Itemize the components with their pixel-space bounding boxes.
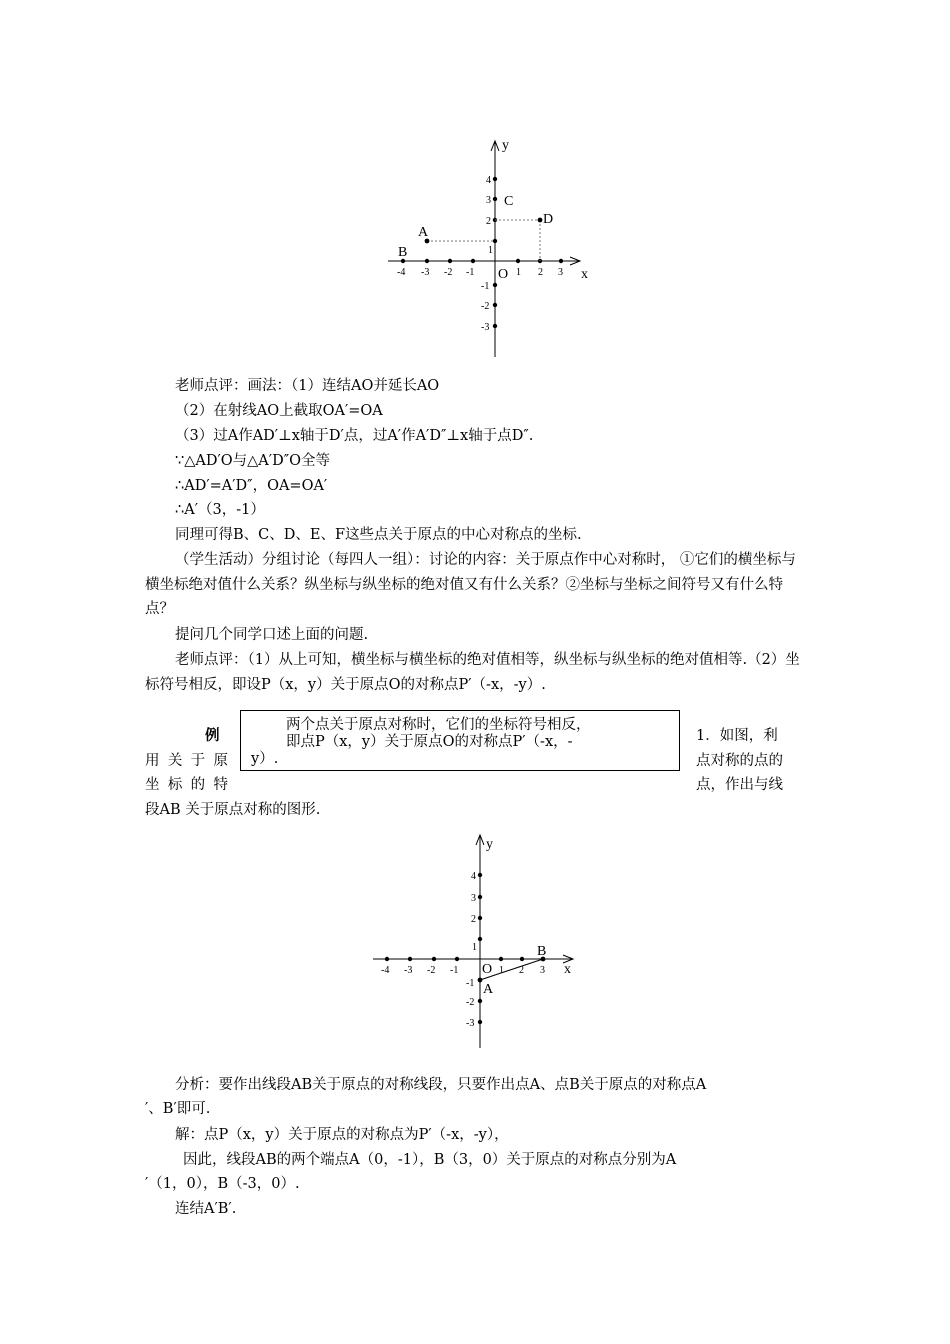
x-tick-dot	[499, 957, 503, 961]
solution-line-2: 因此，线段AB的两个端点A（0，-1），B（3，0）关于原点的对称点分别为A	[183, 1152, 677, 1168]
x-tick-label: 1	[516, 267, 521, 278]
x-axis-label: x	[581, 267, 588, 282]
y-tick-label: -3	[466, 1018, 475, 1029]
example-char: 特	[213, 777, 228, 793]
y-tick-dot	[478, 937, 482, 941]
y-tick-dot	[493, 303, 497, 307]
similar-statement: 同理可得B、C、D、E、F这些点关于原点的中心对称点的坐标.	[175, 527, 582, 543]
example-left-line-2	[145, 751, 228, 771]
example-head-right: 1．如图，利	[696, 728, 778, 744]
example-char: 原	[213, 753, 228, 769]
therefore-statement-1: ∴AD′=A′D″，OA=OA′	[175, 478, 328, 494]
x-tick-label: -4	[397, 267, 406, 278]
y-tick-label: 3	[471, 893, 476, 904]
x-tick-dot	[559, 259, 563, 263]
x-tick-label: 2	[519, 965, 524, 976]
y-tick-label: -1	[466, 978, 475, 989]
point-a-label: A	[418, 225, 429, 240]
question-paragraph: 提问几个同学口述上面的问题.	[175, 627, 369, 643]
x-tick-dot	[455, 957, 459, 961]
solution-line-4: 连结A′B′.	[175, 1201, 237, 1217]
y-tick-label: 4	[471, 871, 476, 882]
solution-line-1: 解：点P（x，y）关于原点的对称点为P′（-x，-y），	[175, 1127, 509, 1143]
because-statement: ∵△AD′O与△A′D″O全等	[175, 453, 330, 469]
y-tick-dot	[478, 916, 482, 920]
y-tick-dot	[493, 283, 497, 287]
y-tick-dot	[478, 1020, 482, 1024]
point-a	[478, 978, 483, 983]
rule-line-2: 即点P（x，y）关于原点O的对称点P′（-x，-	[286, 734, 573, 750]
y-tick-dot	[493, 324, 497, 328]
point-c-label: C	[504, 194, 514, 209]
rule-line-1: 两个点关于原点对称时，它们的坐标符号相反，	[286, 717, 591, 733]
x-tick-label: -3	[404, 965, 413, 976]
x-tick-dot	[471, 259, 475, 263]
point-b-label: B	[398, 245, 408, 260]
x-tick-dot	[520, 957, 524, 961]
example-right-line-2: 点对称的点的	[696, 753, 783, 769]
coordinate-figure-2	[365, 830, 595, 1052]
y-tick-label: -3	[481, 322, 490, 333]
point-a-label: A	[483, 982, 494, 997]
y-tick-dot	[493, 197, 497, 201]
example-left-line-3	[145, 775, 228, 795]
y-tick-label: -2	[481, 301, 490, 312]
step-3: （3）过A作AD′⊥x轴于D′点，过A′作A′D″⊥x轴于点D″.	[175, 428, 534, 444]
step-2: （2）在射线AO上截取OA′=OA	[175, 403, 383, 419]
y-tick-label: 2	[486, 216, 491, 227]
x-tick-dot	[425, 259, 429, 263]
origin-label: O	[482, 962, 493, 977]
y-tick-label: 4	[486, 175, 491, 186]
example-char: 的	[190, 777, 206, 793]
rule-line-3: y）.	[251, 751, 279, 767]
y-tick-dot	[478, 873, 482, 877]
y-tick-label: 1	[488, 245, 493, 256]
y-tick-label: -2	[466, 997, 475, 1008]
x-tick-dot	[516, 259, 520, 263]
y-tick-label: 3	[486, 195, 491, 206]
y-axis-label: y	[486, 837, 493, 852]
origin-label: O	[498, 267, 509, 282]
rule-box	[240, 710, 680, 771]
x-tick-label: 3	[558, 267, 563, 278]
x-tick-dot	[385, 957, 389, 961]
x-axis-label: x	[564, 962, 571, 977]
x-tick-dot	[408, 957, 412, 961]
x-tick-label: 2	[538, 267, 543, 278]
example-char: 用	[145, 753, 160, 769]
x-tick-label: -3	[421, 267, 430, 278]
coordinate-figure-1	[380, 135, 610, 360]
point-d	[538, 218, 543, 223]
x-tick-dot	[432, 957, 436, 961]
example-char: 坐	[145, 777, 160, 793]
analysis-line-2: ′、B′即可.	[145, 1101, 211, 1117]
x-tick-label: -1	[450, 965, 459, 976]
y-tick-dot	[478, 895, 482, 899]
example-char: 标	[167, 777, 183, 793]
x-tick-label: -1	[466, 267, 475, 278]
x-tick-label: -2	[444, 267, 453, 278]
y-tick-label: 2	[471, 914, 476, 925]
solution-line-3: ′（1，0），B（-3，0）.	[145, 1176, 300, 1192]
example-char: 关	[167, 753, 183, 769]
point-d-label: D	[543, 212, 554, 227]
point-b-label: B	[537, 944, 547, 959]
example-right-line-3: 点，作出与线	[696, 777, 783, 793]
student-activity-paragraph: （学生活动）分组讨论（每四人一组）：讨论的内容：关于原点作中心对称时， ①它们的横坐标与横坐标绝对值什么关系？纵坐标与纵坐标的绝对值又有什么关系？②坐标与坐标之间符号又有什么特点？	[145, 552, 796, 617]
therefore-statement-2: ∴A′（3，-1）	[175, 502, 265, 518]
y-tick-label: 1	[472, 942, 477, 953]
x-tick-label: -2	[427, 965, 436, 976]
y-axis-label: y	[502, 138, 509, 153]
example-char: 于	[190, 753, 206, 769]
x-tick-label: 1	[499, 965, 504, 976]
example-line-4: 段AB 关于原点对称的图形.	[145, 802, 321, 818]
example-label: 例	[205, 727, 220, 744]
x-tick-dot	[448, 259, 452, 263]
teacher-comment-paragraph: 老师点评：（1）从上可知，横坐标与横坐标的绝对值相等，纵坐标与纵坐标的绝对值相等.（2）坐标符号相反，即设P（x，y）关于原点O的对称点P′（-x，-y）.	[145, 652, 800, 693]
teacher-comment-method: 老师点评：画法：（1）连结AO并延长AO	[175, 378, 440, 394]
y-tick-label: -1	[481, 281, 490, 292]
analysis-line-1: 分析：要作出线段AB关于原点的对称线段，只要作出点A、点B关于原点的对称点A	[175, 1077, 707, 1093]
x-tick-label: -4	[381, 965, 390, 976]
x-tick-label: 3	[540, 965, 545, 976]
y-tick-dot	[493, 177, 497, 181]
y-tick-dot	[478, 999, 482, 1003]
